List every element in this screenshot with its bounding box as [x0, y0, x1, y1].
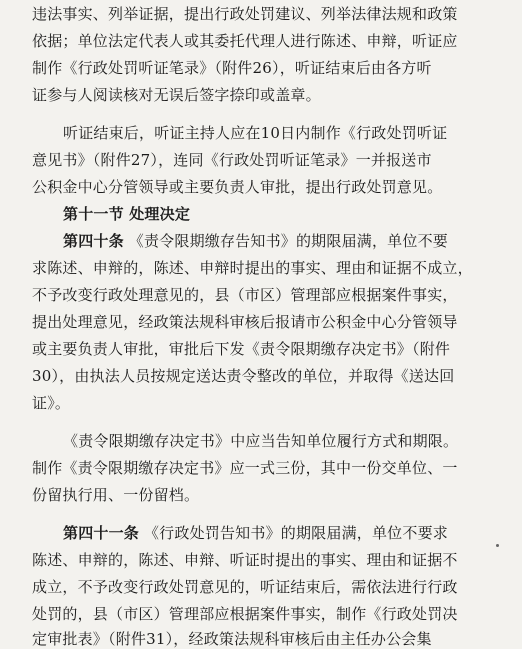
text-line: 听证结束后，听证主持人应在10日内制作《行政处罚听证	[63, 124, 448, 142]
text-line: 制作《行政处罚听证笔录》（附件26），听证结束后由各方听	[32, 59, 432, 77]
text-line: 不予改变行政处理意见的，县（市区）管理部应根据案件事实，	[32, 286, 458, 304]
text-line: 份留执行用、一份留档。	[32, 486, 200, 504]
text-line: 定审批表》（附件31），经政策法规科审核后由主任办公会集	[32, 630, 432, 648]
text-line: 处罚的，县（市区）管理部应根据案件事实，制作《行政处罚决	[32, 605, 458, 623]
text-line: 《行政处罚告知书》的期限届满，单位不要求	[143, 524, 448, 542]
text-line: 或主要负责人审批，审批后下发《责令限期缴存决定书》（附件	[32, 340, 451, 358]
article-number: 第四十一条	[63, 524, 140, 542]
text-line: 求陈述、申辩的，陈述、申辩时提出的事实、理由和证据不成立，	[32, 259, 473, 277]
article-number: 第四十条	[63, 232, 124, 250]
text-line: 提出处理意见，经政策法规科审核后报请市公积金中心分管领导	[32, 313, 458, 331]
text-line: 制作《责令限期缴存决定书》应一式三份，其中一份交单位、一	[32, 459, 458, 477]
scan-speck	[496, 544, 499, 547]
text-line: 证》。	[32, 394, 71, 412]
text-line: 《责令限期缴存告知书》的期限届满，单位不要	[128, 232, 448, 250]
article-paragraph-start	[63, 231, 448, 251]
text-line: 《责令限期缴存决定书》中应当告知单位履行方式和期限。	[63, 432, 459, 450]
section-heading: 第十一节 处理决定	[63, 205, 191, 223]
text-line: 30），由执法人员按规定送达责令整改的单位，并取得《送达回	[32, 367, 455, 385]
text-line: 公积金中心分管领导或主要负责人审批，提出行政处罚意见。	[32, 178, 443, 196]
text-line: 意见书》（附件27），连同《行政处罚听证笔录》一并报送市	[32, 151, 432, 169]
text-line: 依据；单位法定代表人或其委托代理人进行陈述、申辩，听证应	[32, 32, 458, 50]
text-line: 成立，不予改变行政处罚意见的，听证结束后，需依法进行行政	[32, 578, 458, 596]
text-line: 陈述、申辩的，陈述、申辩、听证时提出的事实、理由和证据不	[32, 551, 458, 569]
article-paragraph-start	[63, 523, 448, 543]
text-line: 违法事实、列举证据，提出行政处罚建议、列举法律法规和政策	[32, 5, 458, 23]
text-line: 证参与人阅读核对无误后签字捺印或盖章。	[32, 86, 321, 104]
